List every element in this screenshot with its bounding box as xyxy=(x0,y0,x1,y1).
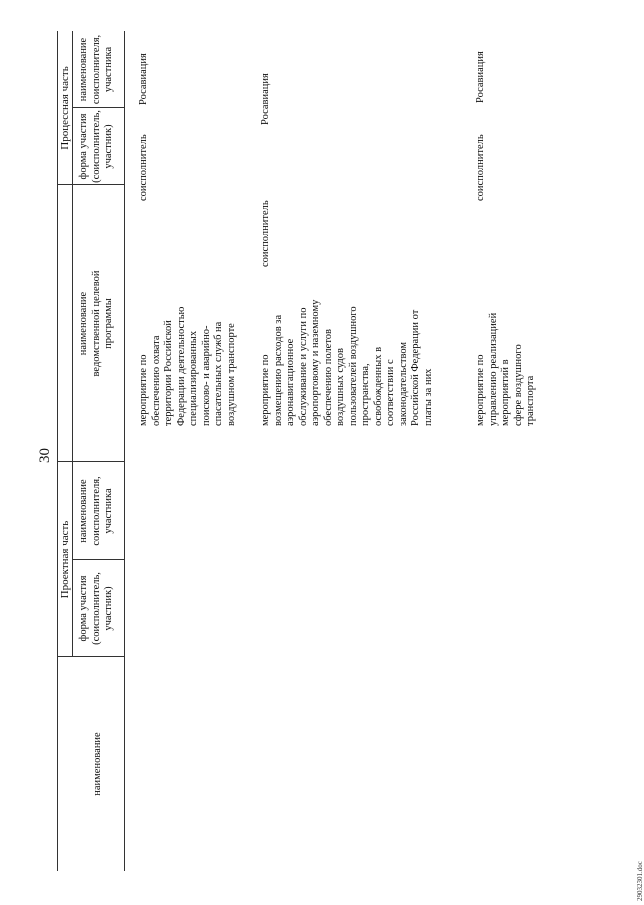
header-process-part: Процессная часть xyxy=(59,66,71,150)
header-coexecutor-name-left: наименование соисполнителя, участника xyxy=(78,476,114,546)
header-participation-form-left: форма участия (соисполнитель, участник) xyxy=(78,572,114,645)
row-1-measure: мероприятие по обеспечению охвата территории Российской Федерации деятельностью специализированных поисково- и аварийно- спасательных служб на воздушном транспорте xyxy=(138,306,237,426)
header-project-part: Проектная часть xyxy=(59,520,71,599)
row-2-form: соисполнитель xyxy=(260,200,271,267)
header-name: наименование xyxy=(92,732,103,796)
row-2-participant: Росавиация xyxy=(260,73,271,125)
row-1-participant: Росавиация xyxy=(138,53,149,105)
header-program-name: наименование ведомственной целевой программы xyxy=(78,270,114,377)
header-subdivider-right xyxy=(72,31,73,462)
row-3-form: соисполнитель xyxy=(475,134,486,201)
header-participation-form-right: форма участия (соисполнитель, участник) xyxy=(78,110,114,183)
header-coexecutor-name-right: наименование соисполнителя, участника xyxy=(78,34,114,105)
row-3-participant: Росавиация xyxy=(475,51,486,103)
row-3-measure: мероприятие по управлению реализацией мероприятий в сфере воздушного транспорта xyxy=(475,312,536,426)
header-bottom-border xyxy=(124,31,125,871)
row-2-measure: мероприятие по возмещению расходов за аэронавигационное обслуживание и услуги по аэропортовому и наземному обеспечению полетов воздушных судов пользователей воздушного пространства, освобожденных в соответствии с законодательством Российской Федерации от платы за них xyxy=(260,299,434,426)
table-top-border xyxy=(57,31,58,871)
row-1-form: соисполнитель xyxy=(138,134,149,201)
document-file-code: 29032301.doc xyxy=(636,861,644,901)
page-number: 30 xyxy=(37,448,53,463)
